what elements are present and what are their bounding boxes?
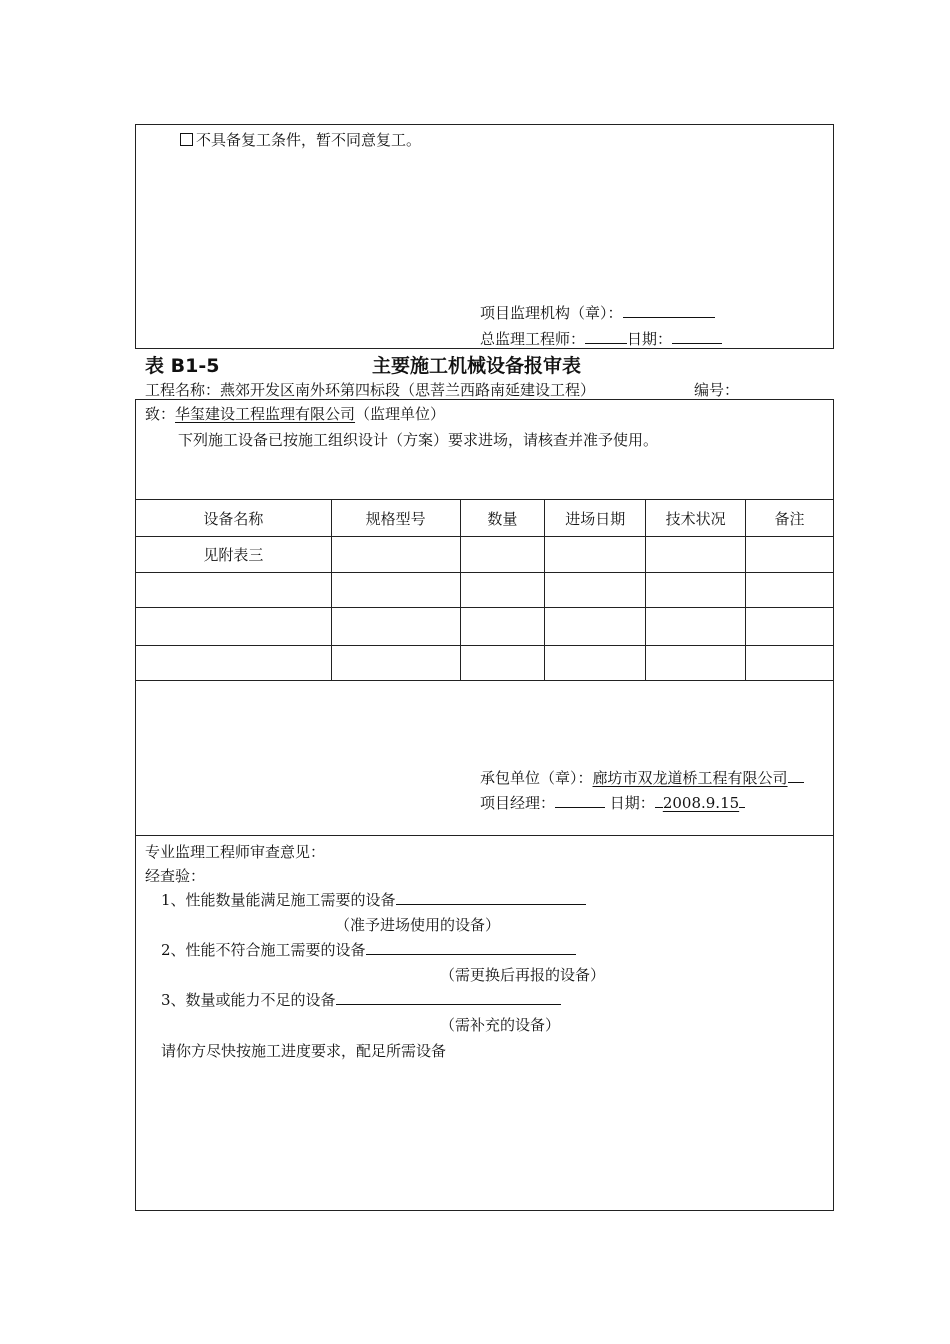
supervision-org-line: [480, 302, 715, 323]
form-code: 表 B1-5: [145, 355, 220, 377]
contractor-date-tail: [739, 793, 745, 808]
table-cell: [331, 646, 460, 681]
review-item-2: [161, 939, 576, 960]
project-label: 工程名称：: [145, 381, 221, 399]
recipient-line: [145, 403, 445, 424]
supervision-unit-name: 华玺建设工程监理有限公司: [175, 405, 356, 423]
equipment-table: [135, 499, 834, 681]
table-cell: [646, 646, 746, 681]
table-cell: [746, 608, 834, 646]
review-item-2-note: （需更换后再报的设备）: [440, 966, 606, 984]
table-cell: [746, 646, 834, 681]
table-cell: 见附表三: [136, 537, 332, 573]
top-date-blank: [672, 329, 722, 344]
no-resume-option: [180, 129, 421, 150]
contractor-date-value: 2008.9.15: [662, 794, 740, 812]
table-header-row: [136, 500, 834, 537]
recipient-body: 下列施工设备已按施工组织设计（方案）要求进场，请核查并准予使用。: [178, 431, 659, 449]
table-cell: [331, 573, 460, 608]
contractor-date-lead: [655, 793, 663, 808]
contractor-unit-label: 承包单位（章）：: [480, 769, 593, 787]
review-heading: 专业监理工程师审查意见：: [145, 843, 326, 861]
form-title: 主要施工机械设备报审表: [372, 355, 582, 377]
table-cell: [460, 573, 545, 608]
table-cell: [746, 537, 834, 573]
header-entry-date: 进场日期: [545, 500, 646, 537]
table-row: [136, 537, 834, 573]
table-cell: [136, 573, 332, 608]
review-item-3-text: 3、数量或能力不足的设备: [161, 991, 336, 1009]
review-item-3: [161, 989, 561, 1010]
contractor-unit-line: [480, 767, 804, 788]
review-item-3-blank: [336, 990, 561, 1005]
review-item-2-blank: [366, 940, 576, 955]
header-technical-status: 技术状况: [646, 500, 746, 537]
header-quantity: 数量: [460, 500, 545, 537]
supervision-org-blank: [623, 303, 715, 318]
header-remarks: 备注: [746, 500, 834, 537]
table-cell: [136, 608, 332, 646]
review-item-1-text: 1、性能数量能满足施工需要的设备: [161, 891, 396, 909]
project-manager-blank: [555, 793, 605, 808]
review-item-1-blank: [396, 890, 586, 905]
header-equipment-name: 设备名称: [136, 500, 332, 537]
project-manager-line: [480, 792, 745, 813]
table-cell: [646, 573, 746, 608]
no-resume-text: 不具备复工条件，暂不同意复工。: [196, 131, 422, 149]
table-row: [136, 646, 834, 681]
review-item-1-note: （准予进场使用的设备）: [335, 916, 501, 934]
supervision-unit-suffix: （监理单位）: [355, 405, 446, 423]
table-cell: [545, 537, 646, 573]
chief-engineer-line: [480, 328, 722, 349]
table-row: [136, 608, 834, 646]
table-cell: [460, 537, 545, 573]
table-cell: [460, 646, 545, 681]
to-label: 致：: [145, 405, 176, 423]
review-closing: 请你方尽快按施工进度要求，配足所需设备: [161, 1042, 447, 1060]
table-cell: [646, 537, 746, 573]
project-manager-label: 项目经理：: [480, 794, 556, 812]
table-row: [136, 573, 834, 608]
contractor-date-label: 日期：: [609, 794, 655, 812]
table-cell: [646, 608, 746, 646]
table-cell: [746, 573, 834, 608]
checkbox-icon[interactable]: [180, 133, 193, 146]
number-label: 编号：: [694, 381, 740, 399]
review-item-2-text: 2、性能不符合施工需要的设备: [161, 941, 366, 959]
review-item-3-note: （需补充的设备）: [440, 1016, 561, 1034]
chief-engineer-label: 总监理工程师：: [480, 330, 586, 348]
table-cell: [545, 573, 646, 608]
contractor-unit-name: 廊坊市双龙道桥工程有限公司: [592, 769, 788, 787]
supervision-org-label: 项目监理机构（章）：: [480, 304, 623, 322]
checked-label: 经查验：: [145, 867, 206, 885]
project-line: [145, 379, 595, 400]
table-cell: [545, 608, 646, 646]
project-name: 燕郊开发区南外环第四标段（思菩兰西路南延建设工程）: [220, 381, 596, 399]
header-spec-model: 规格型号: [331, 500, 460, 537]
review-item-1: [161, 889, 586, 910]
table-cell: [545, 646, 646, 681]
table-cell: [331, 537, 460, 573]
chief-engineer-blank: [585, 329, 627, 344]
table-cell: [136, 646, 332, 681]
table-cell: [331, 608, 460, 646]
contractor-unit-blank: [788, 768, 804, 783]
review-divider: [135, 835, 834, 836]
table-cell: [460, 608, 545, 646]
top-date-label: 日期：: [627, 330, 673, 348]
